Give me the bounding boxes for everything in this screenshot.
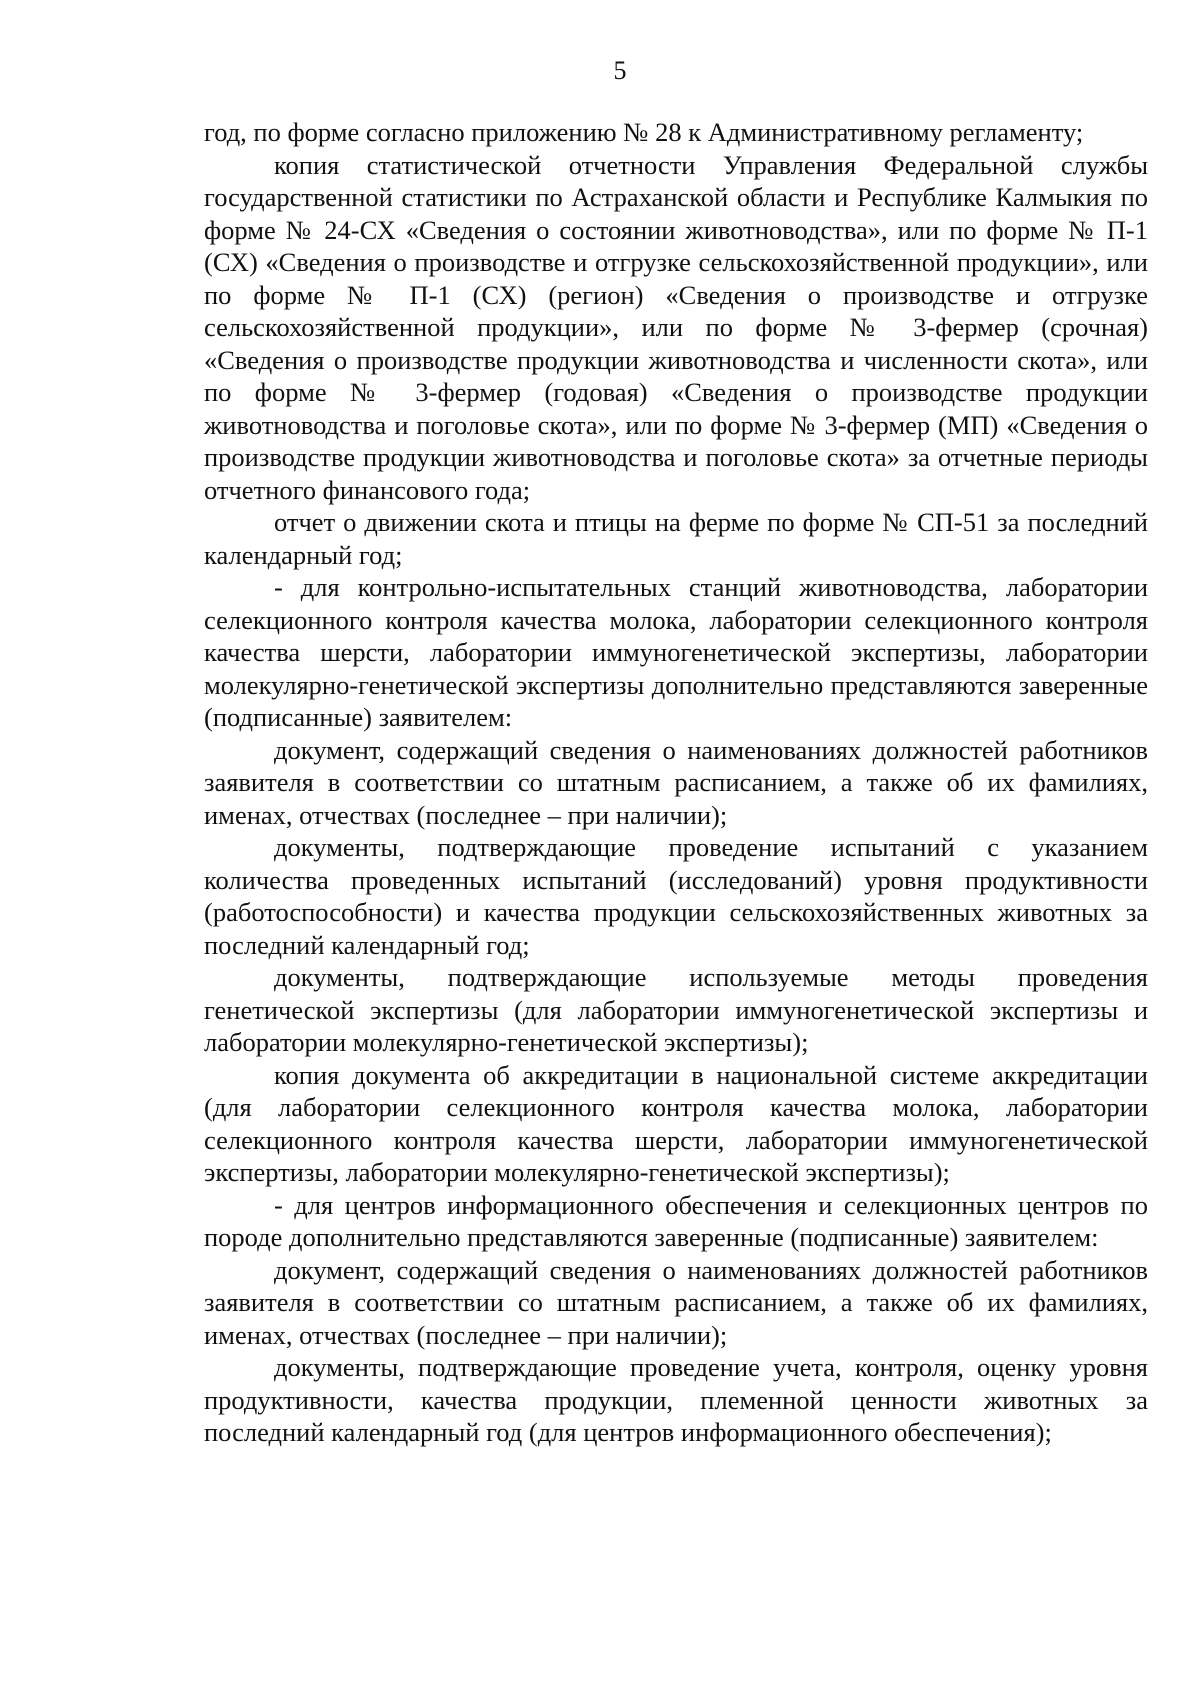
paragraph-10: документ, содержащий сведения о наименованиях должностей работников заявителя в соответствии со штатным расписанием, а также об их фамилиях, именах, отчествах (последнее – при наличии); — [204, 1254, 1148, 1350]
document-body — [204, 116, 1148, 1449]
paragraph-6: документы, подтверждающие проведение испытаний с указанием количества проведенных испытаний (исследований) уровня продуктивности (работоспособности) и качества продукции сельскохозяйственных животных за последний календарный год; — [204, 832, 1148, 960]
paragraph-11: документы, подтверждающие проведение учета, контроля, оценку уровня продуктивности, качества продукции, племенной ценности животных за последний календарный год (для центров информационного обеспечения); — [204, 1352, 1148, 1447]
paragraph-9: - для центров информационного обеспечения и селекционных центров по породе дополнительно представляются заверенные (подписанные) заявителем: — [204, 1189, 1148, 1252]
paragraph-2: копия статистической отчетности Управления Федеральной службы государственной статистики по Астраханской области и Республике Калмыкия по форме № 24-СХ «Сведения о состоянии животноводства», или по форме № П-1 (СХ) «Сведения о производстве и отгрузке сельскохозяйственной продукции», или по форме № П-1 (СХ) (регион) «Сведения о производстве и отгрузке сельскохозяйственной продукции», или по форме № 3-фермер (срочная) «Сведения о производстве продукции животноводства и численности скота», или по форме № 3-фермер (годовая) «Сведения о производстве продукции животноводства и поголовье скота», или по форме № 3-фермер (МП) «Сведения о производстве продукции животноводства и поголовье скота» за отчетные периоды отчетного финансового года; — [204, 149, 1148, 505]
paragraph-1: год, по форме согласно приложению № 28 к Административному регламенту; — [204, 117, 1084, 147]
paragraph-8: копия документа об аккредитации в национальной системе аккредитации (для лаборатории селекционного контроля качества молока, лаборатории селекционного контроля качества шерсти, лаборатории иммуногенетической экспертизы, лаборатории молекулярно-генетической экспертизы); — [204, 1059, 1148, 1187]
paragraph-7: документы, подтверждающие используемые методы проведения генетической экспертизы (для лаборатории иммуногенетической экспертизы и лаборатории молекулярно-генетической экспертизы); — [204, 962, 1148, 1057]
paragraph-5: документ, содержащий сведения о наименованиях должностей работников заявителя в соответствии со штатным расписанием, а также об их фамилиях, именах, отчествах (последнее – при наличии); — [204, 734, 1148, 830]
page-number: 5 — [613, 56, 627, 85]
paragraph-3: отчет о движении скота и птицы на ферме по форме № СП-51 за последний календарный год; — [204, 507, 1148, 570]
paragraph-4: - для контрольно-испытательных станций животноводства, лаборатории селекционного контроля качества молока, лаборатории селекционного контроля качества шерсти, лаборатории иммуногенетической экспертизы, лаборатории молекулярно-генетической экспертизы дополнительно представляются заверенные (подписанные) заявителем: — [204, 572, 1148, 732]
